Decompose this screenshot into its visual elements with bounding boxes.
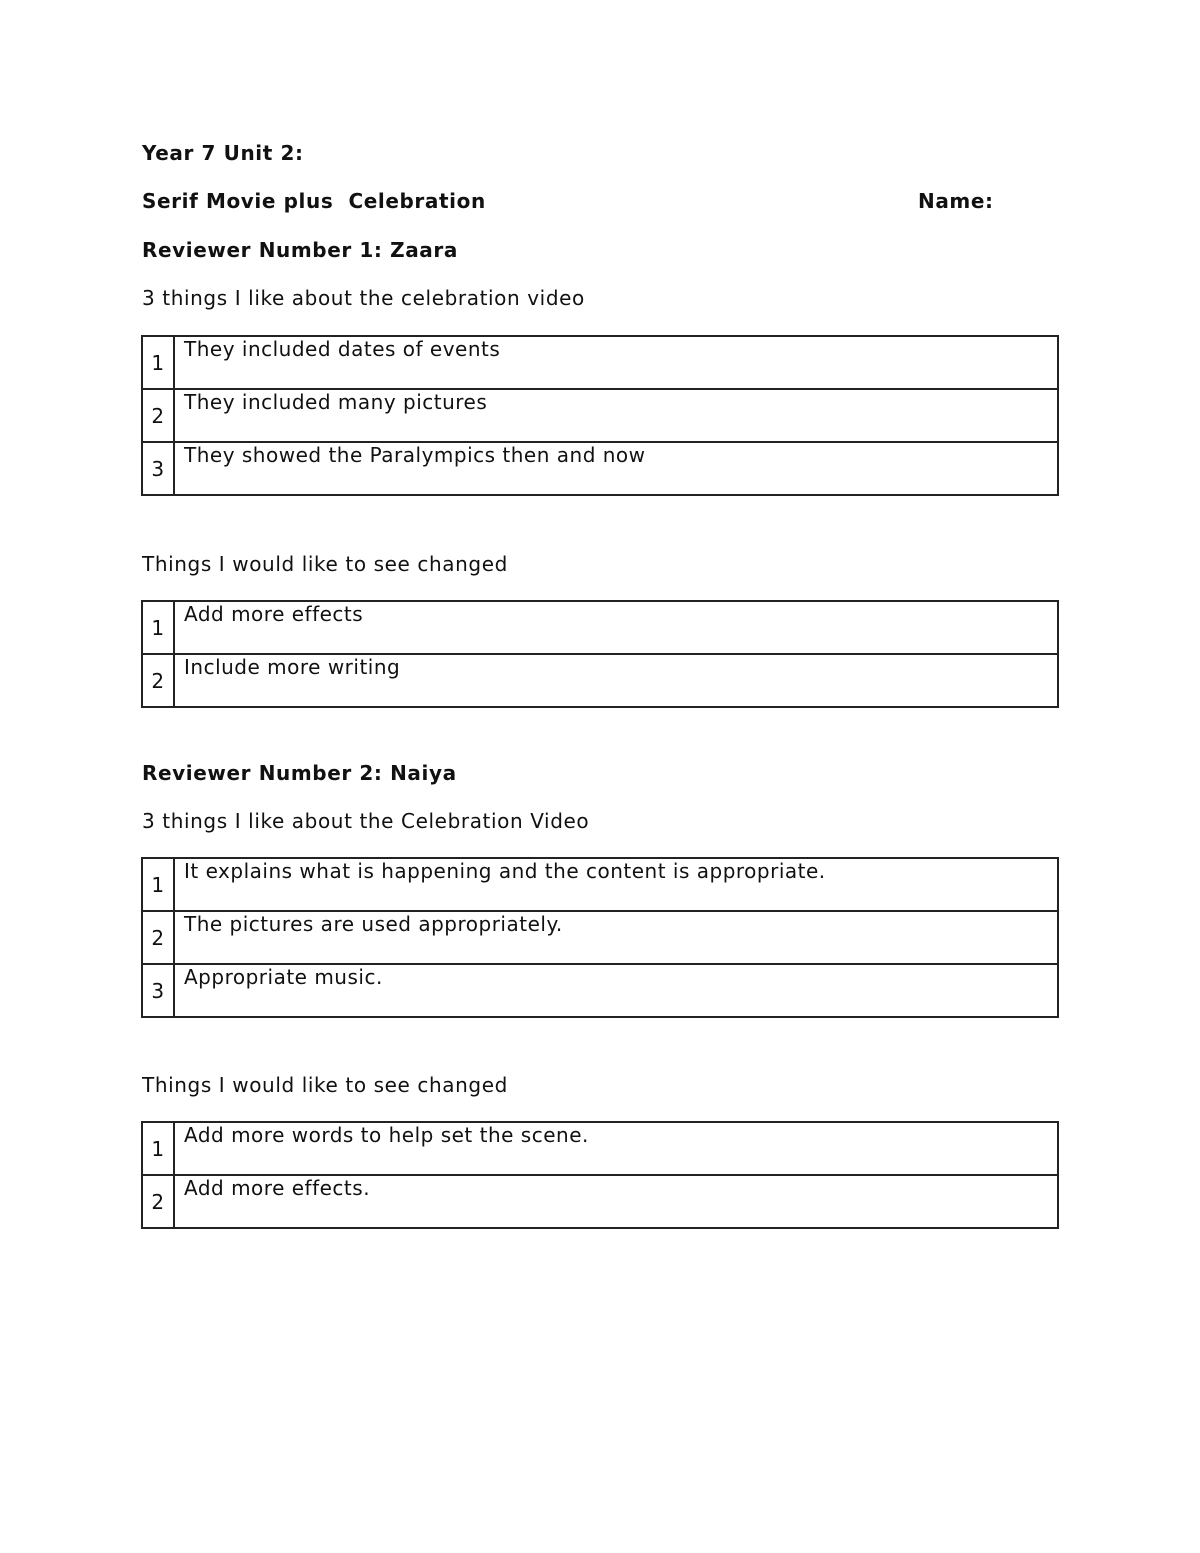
row-text: The pictures are used appropriately. — [174, 911, 1058, 964]
row-text: Appropriate music. — [174, 964, 1058, 1017]
table-row — [142, 601, 1058, 654]
row-number: 1 — [142, 336, 174, 389]
row-text: They included many pictures — [174, 389, 1058, 442]
row-number: 2 — [142, 654, 174, 707]
table-row — [142, 911, 1058, 964]
row-text: They included dates of events — [174, 336, 1058, 389]
reviewer-1-changes-table — [141, 600, 1059, 708]
table-row — [142, 654, 1058, 707]
unit-title: Year 7 Unit 2: — [142, 141, 304, 165]
row-number: 1 — [142, 1122, 174, 1175]
table-row — [142, 1175, 1058, 1228]
reviewer-2-changes-heading: Things I would like to see changed — [142, 1073, 508, 1097]
table-row — [142, 336, 1058, 389]
reviewer-2-likes-table — [141, 857, 1059, 1018]
table-row — [142, 964, 1058, 1017]
reviewer-2-likes-heading: 3 things I like about the Celebration Video — [142, 809, 590, 833]
row-text: Add more effects — [174, 601, 1058, 654]
row-number: 2 — [142, 1175, 174, 1228]
table-row — [142, 1122, 1058, 1175]
row-number: 2 — [142, 911, 174, 964]
row-text: Include more writing — [174, 654, 1058, 707]
row-number: 2 — [142, 389, 174, 442]
reviewer-2-heading: Reviewer Number 2: Naiya — [142, 761, 457, 785]
row-text: Add more effects. — [174, 1175, 1058, 1228]
reviewer-1-changes-heading: Things I would like to see changed — [142, 552, 508, 576]
row-text: It explains what is happening and the content is appropriate. — [174, 858, 1058, 911]
reviewer-1-likes-table — [141, 335, 1059, 496]
row-number: 1 — [142, 601, 174, 654]
reviewer-1-likes-heading: 3 things I like about the celebration video — [142, 286, 585, 310]
name-label: Name: — [918, 189, 994, 213]
row-number: 1 — [142, 858, 174, 911]
project-title: Serif Movie plus Celebration — [142, 189, 486, 213]
reviewer-1-heading: Reviewer Number 1: Zaara — [142, 238, 458, 262]
table-row — [142, 858, 1058, 911]
row-text: They showed the Paralympics then and now — [174, 442, 1058, 495]
row-number: 3 — [142, 442, 174, 495]
reviewer-2-changes-table — [141, 1121, 1059, 1229]
row-text: Add more words to help set the scene. — [174, 1122, 1058, 1175]
table-row — [142, 389, 1058, 442]
table-row — [142, 442, 1058, 495]
row-number: 3 — [142, 964, 174, 1017]
